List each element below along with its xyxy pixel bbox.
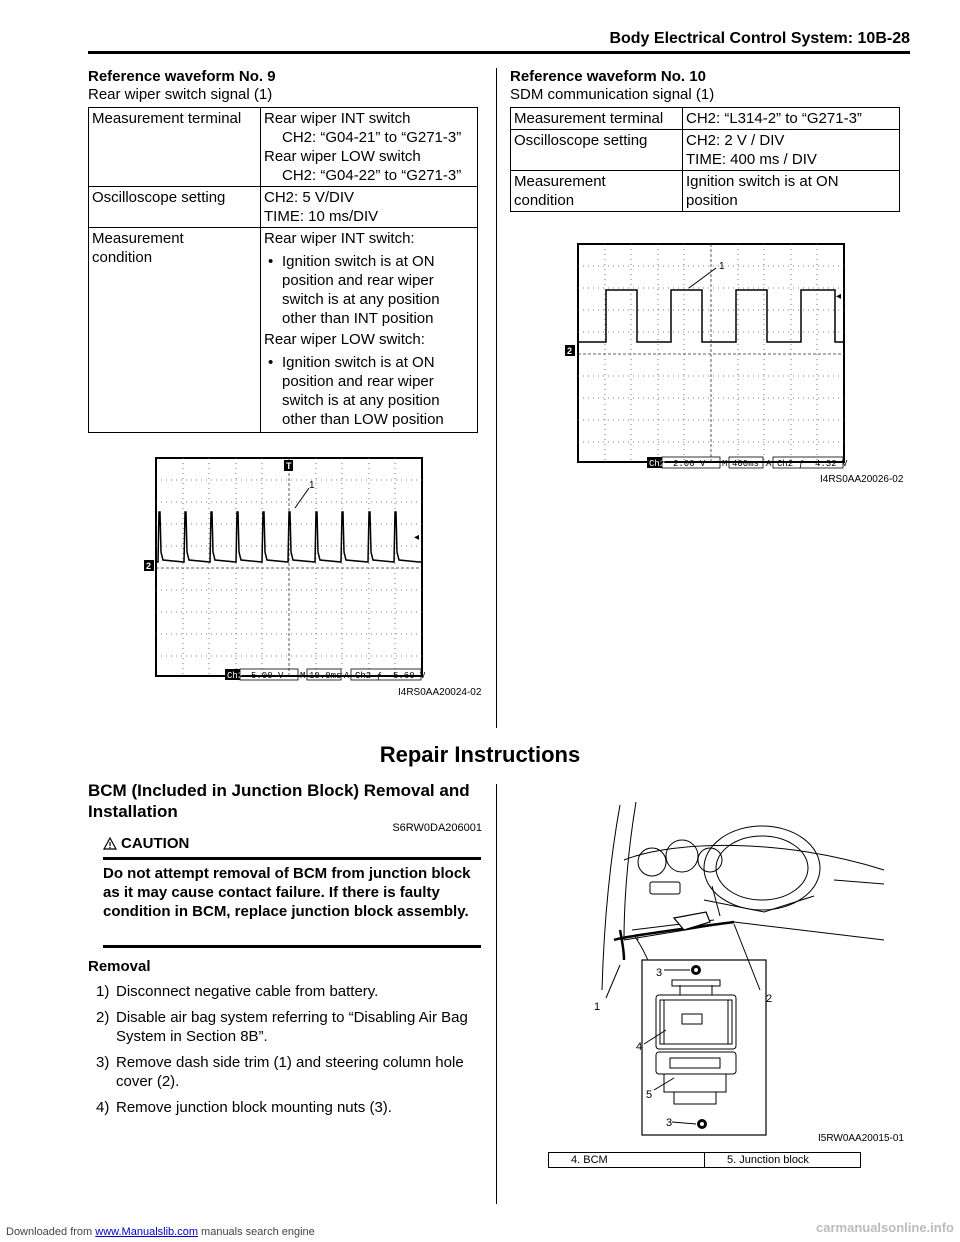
removal-step [96, 1008, 486, 1046]
waveform9-subtitle: Rear wiper switch signal (1) [88, 86, 273, 103]
channel-marker-label: 2 [146, 561, 152, 571]
step-text: Remove junction block mounting nuts (3). [116, 1099, 392, 1116]
status-ch: Ch2 [227, 671, 244, 681]
w9-condition-label [89, 228, 261, 433]
caution-text: Do not attempt removal of BCM from junction block as it may cause contact failure. If there is faulty condition in BCM, replace junction block assembly. [103, 865, 471, 920]
status-level: 5.60 V [393, 671, 425, 681]
w9-terminal-line: CH2: “G04-22” to “G271-3” [282, 167, 462, 184]
waveform10-title: Reference waveform No. 10 [510, 68, 706, 85]
w10-condition-text: Ignition switch is at ON position [686, 173, 839, 209]
status-m: M [300, 671, 306, 681]
callout-2: 2 [766, 993, 773, 1005]
repair-instructions-heading: Repair Instructions [379, 742, 581, 767]
w9-condition-value [261, 228, 478, 433]
w9-condition-label-text: Measurement condition [92, 230, 184, 266]
footer-suffix: manuals search engine [197, 1226, 315, 1238]
w10-scope-line: TIME: 400 ms / DIV [686, 151, 817, 168]
step-number: 3) [96, 1054, 110, 1071]
legend-bcm: 4. BCM [549, 1153, 705, 1168]
w9-scope-line: TIME: 10 ms/DIV [264, 208, 379, 225]
removal-step [96, 1053, 486, 1091]
waveform9-oscilloscope [143, 456, 425, 684]
status-volts: 5.00 V [251, 671, 284, 681]
step-text: Disconnect negative cable from battery. [116, 983, 379, 1000]
removal-heading: Removal [88, 958, 151, 975]
status-time: 400ms [732, 459, 760, 469]
waveform9-spec-table [88, 107, 478, 433]
w10-condition-label-text: Measurement condition [514, 173, 606, 209]
waveform9-caption: I4RS0AA20024-02 [398, 687, 482, 698]
w9-terminal-line: Rear wiper LOW switch [264, 148, 421, 165]
column-divider-lower [496, 784, 497, 1204]
callout-4: 4 [636, 1041, 643, 1053]
trigger-marker-label: T [286, 461, 292, 471]
w9-low-heading: Rear wiper LOW switch: [264, 331, 425, 348]
w9-int-heading: Rear wiper INT switch: [264, 230, 415, 247]
w9-terminal-line: CH2: “G04-21” to “G271-3” [282, 129, 462, 146]
page-title: Body Electrical Control System: 10B-28 [609, 30, 910, 47]
trigger-level-arrow: ◂ [414, 532, 420, 543]
warning-triangle-icon [103, 837, 117, 850]
w10-terminal-value: CH2: “L314-2” to “G271-3” [683, 108, 900, 130]
w10-condition-label [511, 171, 683, 212]
caution-rule-bottom [103, 945, 481, 948]
page-header [88, 30, 910, 56]
w9-scope-label: Oscilloscope setting [89, 187, 261, 228]
waveform10-spec-table [510, 107, 900, 212]
status-ch: Ch2 [649, 459, 666, 469]
waveform9-title: Reference waveform No. 9 [88, 68, 276, 85]
status-trigger: Ch2 ƒ [355, 671, 383, 681]
caution-label: CAUTION [121, 835, 190, 852]
w10-scope-label: Oscilloscope setting [511, 130, 683, 171]
w9-scope-value [261, 187, 478, 228]
header-rule [88, 51, 910, 54]
column-divider [496, 68, 497, 728]
mounting-nut-bottom-hole [700, 1122, 704, 1126]
w10-scope-value [683, 130, 900, 171]
callout-3-bottom: 3 [666, 1117, 673, 1129]
w9-int-bullet: • Ignition switch is at ON position and rear wiper switch is at any position other than INT position [264, 252, 454, 328]
callout-1: 1 [594, 1001, 601, 1013]
footer-prefix: Downloaded from [6, 1226, 96, 1238]
trigger-level-arrow: ◂ [836, 291, 842, 302]
step-number: 4) [96, 1099, 110, 1116]
scope-status-bar [225, 669, 425, 681]
w9-terminal-label: Measurement terminal [89, 108, 261, 187]
caution-header [103, 835, 189, 852]
legend-junction-block: 5. Junction block [705, 1153, 861, 1168]
manualslib-link[interactable]: www.Manualslib.com [95, 1226, 198, 1238]
callout-5: 5 [646, 1089, 653, 1101]
download-footer [6, 1226, 315, 1238]
w9-terminal-line: Rear wiper INT switch [264, 110, 411, 127]
bcm-section-title: BCM (Included in Junction Block) Removal and Installation [88, 781, 470, 821]
waveform10-oscilloscope [564, 242, 848, 472]
callout-1: 1 [309, 480, 315, 491]
status-level: 4.32 V [815, 459, 848, 469]
w9-terminal-value [261, 108, 478, 187]
status-time: 10.0ms [309, 671, 342, 681]
removal-step [96, 1098, 486, 1117]
status-m: M [722, 459, 728, 469]
callout-3-top: 3 [656, 967, 663, 979]
drawing-caption: I5RW0AA20015-01 [818, 1133, 904, 1144]
scope-status-bar [647, 457, 848, 469]
channel-marker-label: 2 [567, 346, 573, 356]
w10-condition-value [683, 171, 900, 212]
bcm-section-code: S6RW0DA206001 [392, 822, 482, 834]
callout-1: 1 [719, 261, 725, 272]
w9-low-bullet: • Ignition switch is at ON position and rear wiper switch is at any position other than LOW position [264, 353, 454, 429]
w10-scope-line: CH2: 2 V / DIV [686, 132, 785, 149]
status-a: A [766, 459, 772, 469]
step-number: 1) [96, 983, 110, 1000]
step-number: 2) [96, 1009, 110, 1026]
step-text: Disable air bag system referring to “Disabling Air Bag System in Section 8B”. [116, 1009, 468, 1045]
waveform10-caption: I4RS0AA20026-02 [820, 474, 904, 485]
dash-side-trim [614, 922, 734, 960]
mounting-nut-top-hole [694, 968, 698, 972]
junction-block-location-drawing [584, 800, 904, 1140]
caution-rule-top [103, 857, 481, 860]
step-text: Remove dash side trim (1) and steering column hole cover (2). [116, 1054, 464, 1090]
removal-step [96, 982, 486, 1001]
w10-terminal-label: Measurement terminal [511, 108, 683, 130]
drawing-legend [548, 1152, 861, 1168]
waveform10-subtitle: SDM communication signal (1) [510, 86, 715, 103]
clip-glyph: ⟟ [636, 932, 640, 942]
removal-steps [96, 982, 486, 1124]
status-volts: 2.00 V [673, 459, 706, 469]
status-trigger: Ch2 ƒ [777, 459, 805, 469]
w9-scope-line: CH2: 5 V/DIV [264, 189, 355, 206]
status-a: A [344, 671, 350, 681]
watermark: carmanualsonline.info [816, 1220, 954, 1235]
